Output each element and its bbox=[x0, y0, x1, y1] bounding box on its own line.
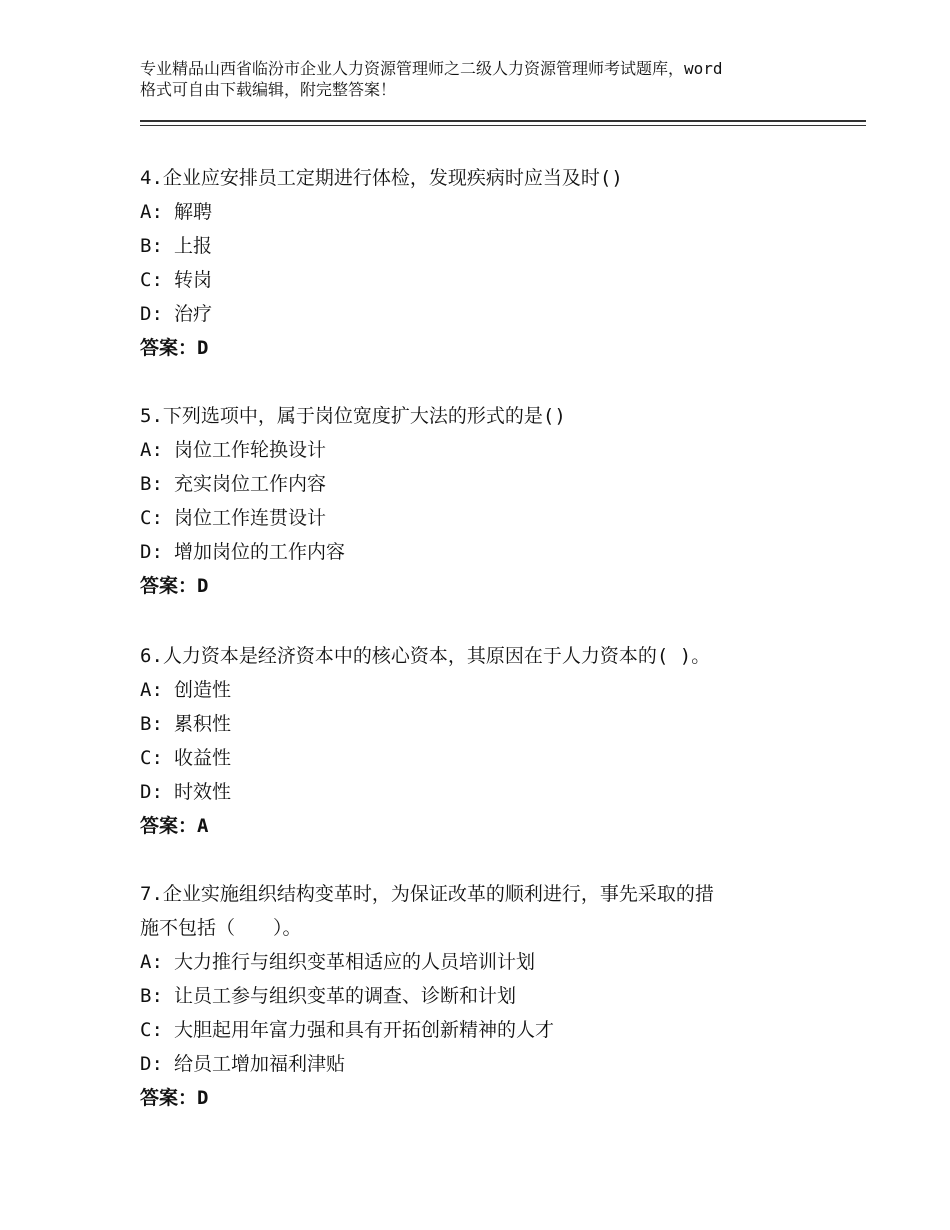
option-letter: B: bbox=[140, 235, 163, 257]
question-6 bbox=[140, 639, 840, 843]
answer bbox=[140, 809, 840, 843]
answer-value: A bbox=[197, 815, 209, 837]
option-letter: C: bbox=[140, 507, 163, 529]
answer-value: D bbox=[197, 1087, 209, 1109]
option-b bbox=[140, 979, 840, 1013]
option-c bbox=[140, 501, 840, 535]
option-d bbox=[140, 775, 840, 809]
question-4 bbox=[140, 161, 840, 365]
option-text: 解聘 bbox=[174, 201, 213, 223]
option-text: 给员工增加福利津贴 bbox=[174, 1053, 346, 1075]
option-letter: A: bbox=[140, 201, 163, 223]
option-letter: B: bbox=[140, 473, 163, 495]
option-letter: A: bbox=[140, 951, 163, 973]
option-a bbox=[140, 433, 840, 467]
answer-label: 答案： bbox=[140, 1087, 198, 1109]
option-text: 岗位工作轮换设计 bbox=[174, 439, 327, 461]
answer-value: D bbox=[197, 575, 209, 597]
option-text: 岗位工作连贯设计 bbox=[174, 507, 327, 529]
option-d bbox=[140, 297, 840, 331]
option-text: 上报 bbox=[174, 235, 213, 257]
answer-label: 答案： bbox=[140, 575, 198, 597]
question-stem-line-2: 施不包括（ ）。 bbox=[140, 917, 302, 939]
option-a bbox=[140, 195, 840, 229]
option-letter: C: bbox=[140, 747, 163, 769]
option-text: 时效性 bbox=[174, 781, 232, 803]
header-line-2: 格式可自由下载编辑，附完整答案！ bbox=[140, 80, 397, 99]
option-text: 治疗 bbox=[174, 303, 213, 325]
answer bbox=[140, 1081, 840, 1115]
option-letter: D: bbox=[140, 541, 163, 563]
option-letter: A: bbox=[140, 679, 163, 701]
option-letter: D: bbox=[140, 781, 163, 803]
option-letter: B: bbox=[140, 713, 163, 735]
option-letter: C: bbox=[140, 269, 163, 291]
option-c bbox=[140, 741, 840, 775]
option-text: 转岗 bbox=[174, 269, 213, 291]
header-line-1: 专业精品山西省临汾市企业人力资源管理师之二级人力资源管理师考试题库，word bbox=[140, 59, 723, 78]
header-divider-thick bbox=[140, 120, 866, 122]
option-c bbox=[140, 1013, 840, 1047]
question-stem: 6.人力资本是经济资本中的核心资本，其原因在于人力资本的( )。 bbox=[140, 645, 711, 667]
option-b bbox=[140, 707, 840, 741]
option-b bbox=[140, 229, 840, 263]
option-a bbox=[140, 673, 840, 707]
option-text: 累积性 bbox=[174, 713, 232, 735]
option-c bbox=[140, 263, 840, 297]
answer bbox=[140, 331, 840, 365]
question-stem: 4.企业应安排员工定期进行体检，发现疾病时应当及时() bbox=[140, 167, 623, 189]
answer-label: 答案： bbox=[140, 815, 198, 837]
document-header bbox=[140, 58, 840, 100]
option-d bbox=[140, 535, 840, 569]
answer bbox=[140, 569, 840, 603]
question-5 bbox=[140, 399, 840, 603]
option-b bbox=[140, 467, 840, 501]
option-text: 大力推行与组织变革相适应的人员培训计划 bbox=[174, 951, 536, 973]
option-letter: B: bbox=[140, 985, 163, 1007]
question-stem-line-1: 7.企业实施组织结构变革时，为保证改革的顺利进行，事先采取的措 bbox=[140, 883, 714, 905]
option-text: 创造性 bbox=[174, 679, 232, 701]
answer-value: D bbox=[197, 337, 209, 359]
option-text: 增加岗位的工作内容 bbox=[174, 541, 346, 563]
option-d bbox=[140, 1047, 840, 1081]
option-letter: A: bbox=[140, 439, 163, 461]
option-text: 充实岗位工作内容 bbox=[174, 473, 327, 495]
answer-label: 答案： bbox=[140, 337, 198, 359]
option-letter: D: bbox=[140, 1053, 163, 1075]
option-text: 收益性 bbox=[174, 747, 232, 769]
option-text: 大胆起用年富力强和具有开拓创新精神的人才 bbox=[174, 1019, 555, 1041]
option-letter: D: bbox=[140, 303, 163, 325]
option-a bbox=[140, 945, 840, 979]
option-letter: C: bbox=[140, 1019, 163, 1041]
question-7 bbox=[140, 877, 840, 1115]
option-text: 让员工参与组织变革的调查、诊断和计划 bbox=[174, 985, 517, 1007]
question-stem: 5.下列选项中，属于岗位宽度扩大法的形式的是() bbox=[140, 405, 566, 427]
header-divider-thin bbox=[140, 125, 866, 126]
